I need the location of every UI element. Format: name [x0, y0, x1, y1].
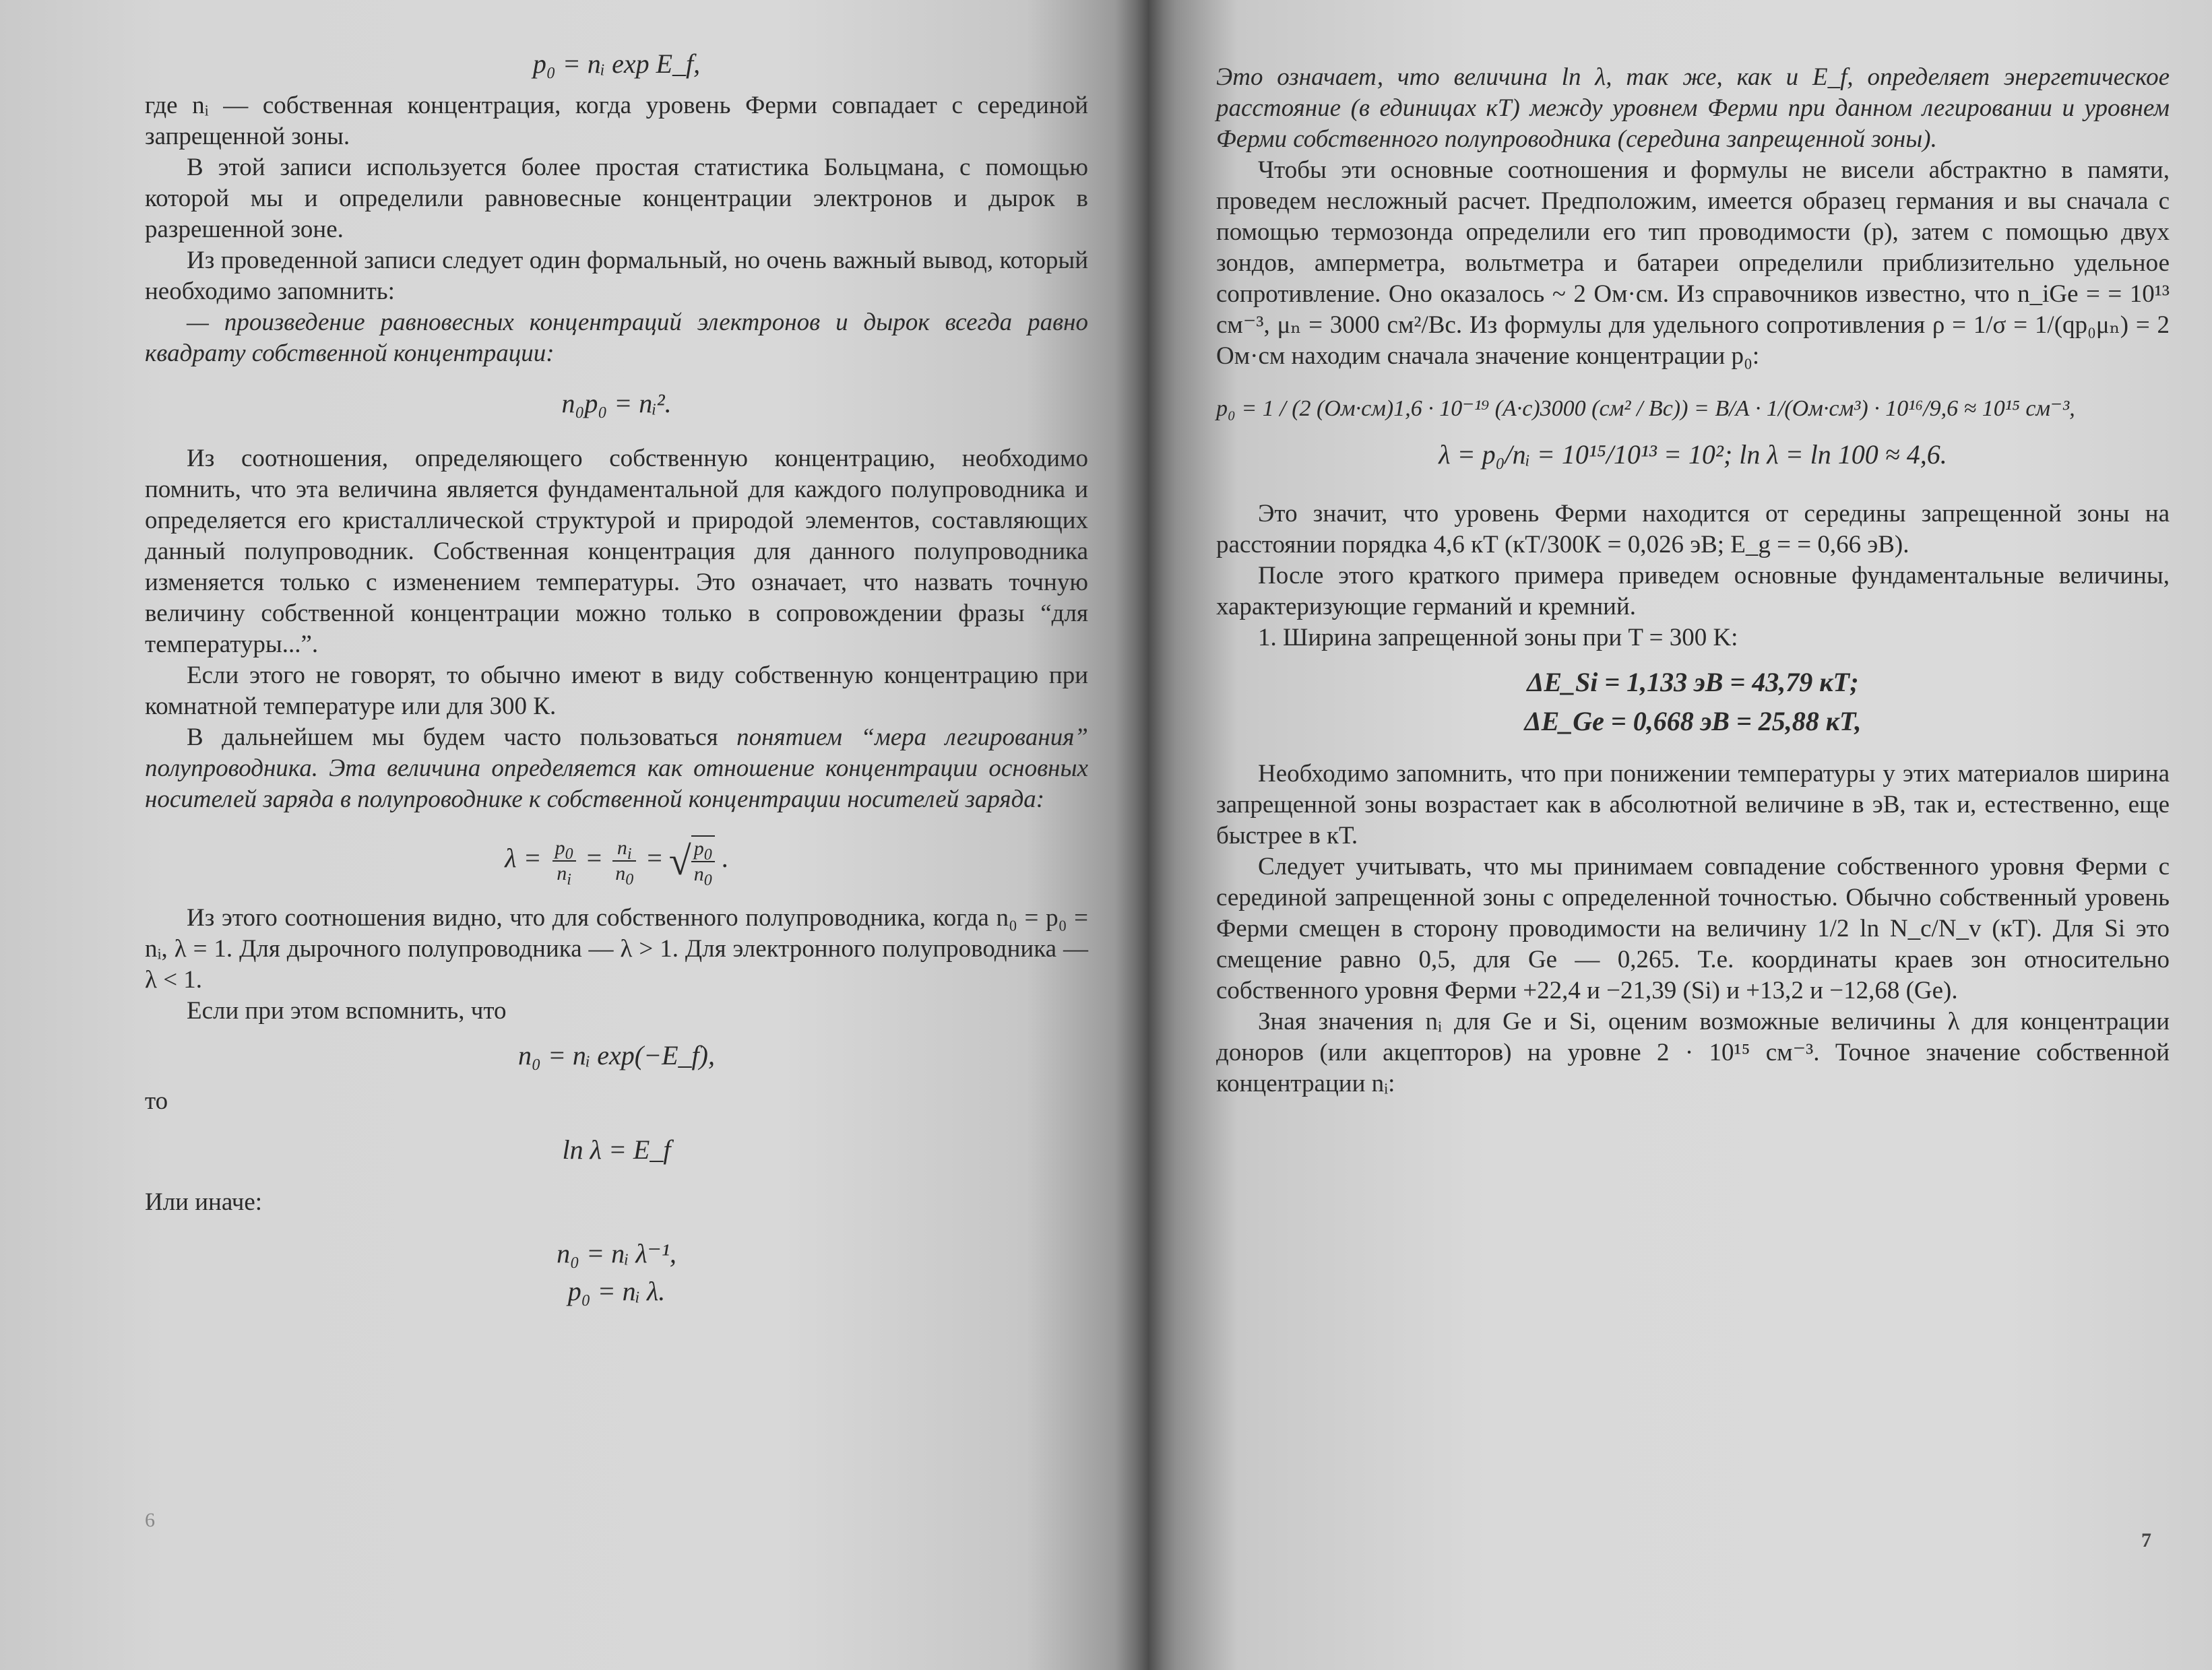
connector-word: Или иначе:: [145, 1188, 263, 1216]
paragraph: После этого краткого примера приведем основные фундаментальные величины, характеризующие германий и кремний.: [1216, 562, 2170, 620]
paragraph: Это означает, что величина ln λ, так же, как и E_f, определяет энергетическое расстояние (в единицах кТ) между уровнем Ферми при данном легировании и уровнем Ферми собственного полупроводника (середина запрещенной зоны).: [1216, 63, 2170, 153]
formula-p0-calculation: [1216, 392, 2170, 426]
formula-delta-e-si: [1216, 666, 2170, 699]
formula-delta-e-ge: [1216, 705, 2170, 738]
formula-p0-lambda-text: p₀ = nᵢ λ.: [567, 1276, 666, 1306]
paragraph: Это значит, что уровень Ферми находится от середины запрещенной зоны на расстоянии порядка 4,6 кТ (кТ/300К = 0,026 эВ; E_g = = 0,66 эВ).: [1216, 500, 2170, 558]
formula-n0p0: [145, 387, 1088, 420]
formula-delta-e-ge-text: ΔE_Ge = 0,668 эВ = 25,88 кТ,: [1524, 706, 1862, 736]
formula-n0-lambda: [145, 1237, 1088, 1271]
formula-n0-lambda-text: n₀ = nᵢ λ⁻¹,: [557, 1238, 676, 1268]
fraction: $\frac{n_i}{n_0}$: [612, 836, 636, 886]
definition-italic: понятием “мера легирования” полупроводника. Эта величина определяется как отношение концентрации основных носителей заряда в полупроводнике к собственной концентрации носителей заряда:: [145, 724, 1088, 813]
paragraph: Чтобы эти основные соотношения и формулы не висели абстрактно в памяти, проведем несложный расчет. Предположим, имеется образец германия и вы сначала с помощью термозонда определили его тип проводимости (p), затем с помощью двух зондов, амперметра, вольтметра и батареи определили приблизительно удельное сопротивление. Оно оказалось ~ 2 Ом·см. Из справочников известно, что n_iGe = = 10¹³ см⁻³, μₙ = 3000 см²/Вс. Из формулы для удельного сопротивления ρ = 1/σ = 1/(qp₀μₙ) = 2 Ом·см находим сначала значение концентрации p₀:: [1216, 156, 2170, 370]
list-item: 1. Ширина запрещенной зоны при T = 300 K:: [1258, 624, 1738, 651]
page-number: 6: [145, 1509, 155, 1531]
left-page-text: [145, 47, 1088, 1312]
formula-p0: [145, 47, 1088, 81]
formula-ln-lambda: [145, 1133, 1088, 1167]
book-gutter: [1115, 0, 1176, 1670]
formula-lambda: λ = $\frac{p_0}{n_i}$ = $\frac{n_i}{n_0}$ = √ $\frac{p_0}{n_0}$ .: [505, 837, 728, 889]
paragraph: [145, 722, 1088, 815]
formula-n0-exp-text: n₀ = nᵢ exp(−E_f),: [518, 1040, 715, 1070]
paragraph: В этой записи используется более простая статистика Больцмана, с помощью которой мы и определили равновесные концентрации электронов и дырок в разрешенной зоне.: [145, 154, 1088, 243]
formula-delta-e-si-text: ΔE_Si = 1,133 эВ = 43,79 кТ;: [1527, 667, 1859, 697]
fraction: $\frac{p_0}{n_i}$: [552, 836, 576, 886]
paragraph: Из проведенной записи следует один формальный, но очень важный вывод, который необходимо запомнить:: [145, 247, 1088, 305]
paragraph: Если этого не говорят, то обычно имеют в виду собственную концентрацию при комнатной температуре или для 300 К.: [145, 662, 1088, 720]
paragraph: где nᵢ — собственная концентрация, когда уровень Ферми совпадает с серединой запрещенной зоны.: [145, 92, 1088, 150]
paragraph: Зная значения nᵢ для Ge и Si, оценим возможные величины λ для концентрации доноров (или акцепторов) на уровне 2 · 10¹⁵ см⁻³. Точное значение собственной концентрации nᵢ:: [1216, 1008, 2170, 1097]
formula-lambda-calculation: [1216, 438, 2170, 472]
page-number: 7: [2141, 1529, 2151, 1551]
formula-p0-calculation-text: p₀ = 1 / (2 (Ом·см)1,6 · 10⁻¹⁹ (А·с)3000 (см² / Вс)) = В/А · 1/(Ом·см³) · 10¹⁶/9,6 ≈ 10¹⁵ см⁻³,: [1216, 396, 2075, 421]
formula-ln-lambda-text: ln λ = E_f: [562, 1134, 671, 1165]
formula-lambda-calculation-text: λ = p₀/nᵢ = 10¹⁵/10¹³ = 10²; ln λ = ln 100 ≈ 4,6.: [1439, 439, 1947, 470]
right-page-text: [1216, 62, 2170, 1099]
formula-n0-exp: [145, 1039, 1088, 1072]
sqrt: √ $\frac{p_0}{n_0}$: [669, 835, 715, 887]
formula-lambda-prefix: λ =: [505, 843, 542, 874]
connector-word: то: [145, 1087, 168, 1115]
paragraph: Следует учитывать, что мы принимаем совпадение собственного уровня Ферми с серединой запрещенной зоны с определенной точностью. Обычно собственный уровень Ферми смещен в сторону проводимости на величину 1/2 ln N_c/N_v (кТ). Для Si это смещение равно 0,5, для Ge — 0,265. Т.е. координаты краев зон относительно собственного уровня Ферми +22,4 и −21,39 (Si) и +13,2 и −12,68 (Ge).: [1216, 853, 2170, 1004]
paragraph: Необходимо запомнить, что при понижении температуры у этих материалов ширина запрещенной зоны возрастает как в абсолютной величине в эВ, так и, естественно, еще быстрее в кТ.: [1216, 760, 2170, 849]
formula-lambda-end: .: [721, 843, 728, 874]
paragraph: Из этого соотношения видно, что для собственного полупроводника, когда n₀ = p₀ = nᵢ, λ = 1. Для дырочного полупроводника — λ > 1. Для электронного полупроводника — λ < 1.: [145, 904, 1088, 994]
formula-p0-text: p₀ = nᵢ exp E_f,: [532, 49, 701, 79]
right-page: [1176, 0, 2212, 1670]
formula-p0-lambda: [145, 1275, 1088, 1308]
paragraph: Если при этом вспомнить, что: [187, 997, 507, 1025]
paragraph-part: В дальнейшем мы будем часто пользоваться: [187, 724, 737, 751]
key-conclusion: — произведение равновесных концентраций электронов и дырок всегда равно квадрату собственной концентрации:: [145, 309, 1088, 367]
paragraph: Из соотношения, определяющего собственную концентрацию, необходимо помнить, что эта величина является фундаментальной для каждого полупроводника и определяется его кристаллической структурой и природой элементов, составляющих данный полупроводник. Собственная концентрация для данного полупроводника изменяется только с изменением температуры. Это означает, что назвать точную величину собственной концентрации можно только в сопровождении фразы “для температуры...”.: [145, 445, 1088, 658]
formula-n0p0-text: n₀p₀ = nᵢ².: [561, 388, 672, 418]
